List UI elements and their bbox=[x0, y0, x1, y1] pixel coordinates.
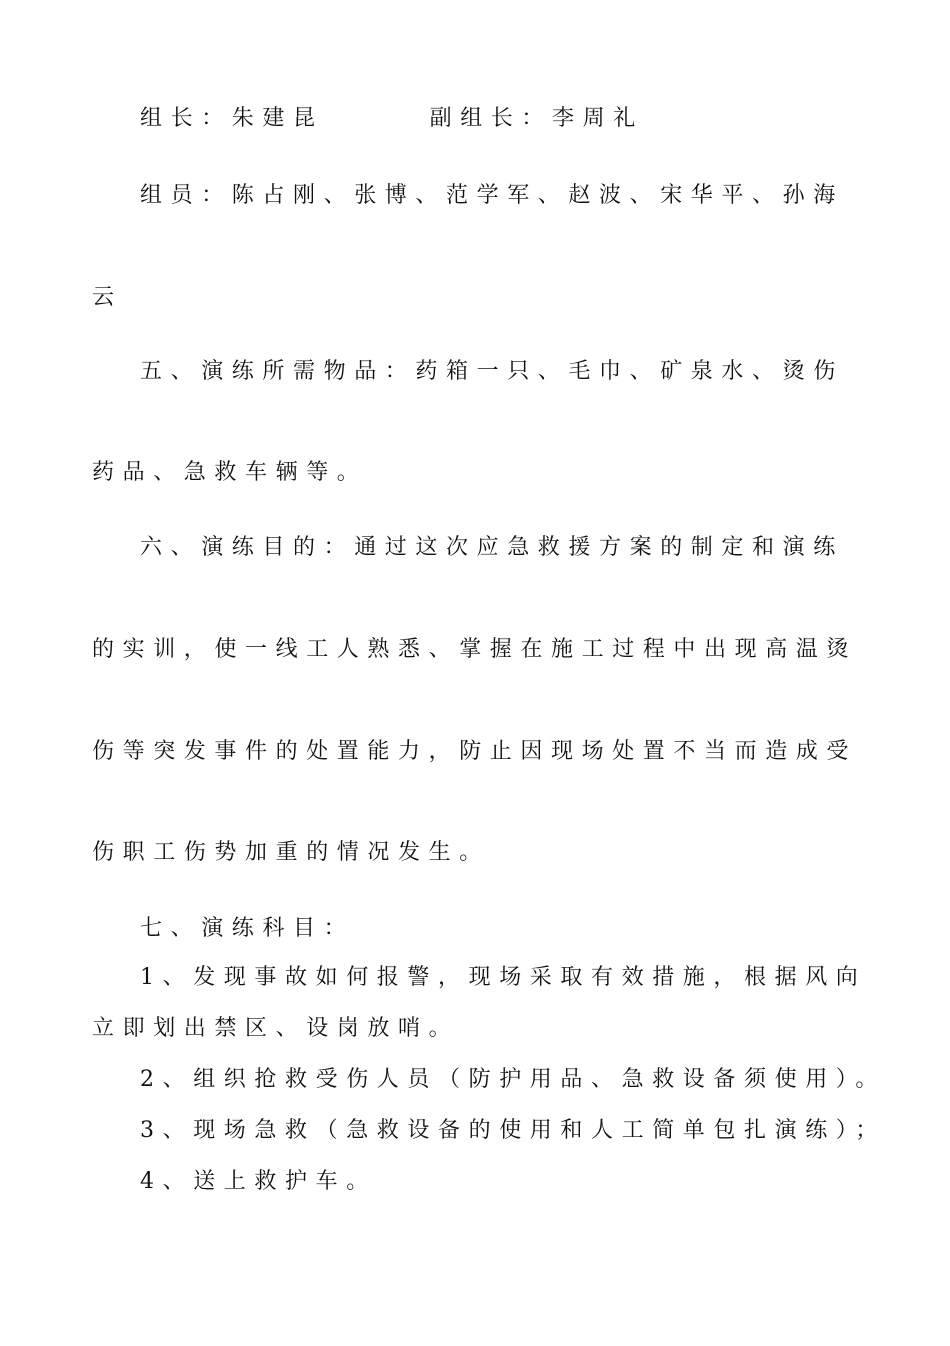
item4-line: 4、送上救护车。 bbox=[140, 1169, 377, 1194]
item1-line-2: 立即划出禁区、设岗放哨。 bbox=[92, 1016, 460, 1041]
section7-heading: 七、演练科目： bbox=[140, 916, 355, 941]
leaders-line bbox=[140, 104, 644, 134]
section6-line-4: 伤职工伤势加重的情况发生。 bbox=[92, 840, 490, 865]
item3-line: 3、现场急救（急救设备的使用和人工简单包扎演练）； bbox=[140, 1118, 886, 1143]
members-line-1: 组员：陈占刚、张博、范学军、赵波、宋华平、孙海 bbox=[140, 183, 844, 208]
section6-line-1: 六、演练目的：通过这次应急救援方案的制定和演练 bbox=[140, 535, 844, 560]
item2-line: 2、组织抢救受伤人员（防护用品、急救设备须使用）。 bbox=[140, 1067, 886, 1092]
section6-line-3: 伤等突发事件的处置能力，防止因现场处置不当而造成受 bbox=[92, 739, 858, 764]
deputy-leader-text: 副组长：李周礼 bbox=[429, 106, 644, 131]
members-line-2: 云 bbox=[92, 285, 123, 310]
section5-line-1: 五、演练所需物品：药箱一只、毛巾、矿泉水、烫伤 bbox=[140, 359, 844, 384]
item1-line-1: 1、发现事故如何报警，现场采取有效措施，根据风向 bbox=[140, 965, 867, 990]
section6-line-2: 的实训，使一线工人熟悉、掌握在施工过程中出现高温烫 bbox=[92, 637, 858, 662]
section5-line-2: 药品、急救车辆等。 bbox=[92, 460, 368, 485]
leader-text: 组长：朱建昆 bbox=[140, 106, 324, 131]
